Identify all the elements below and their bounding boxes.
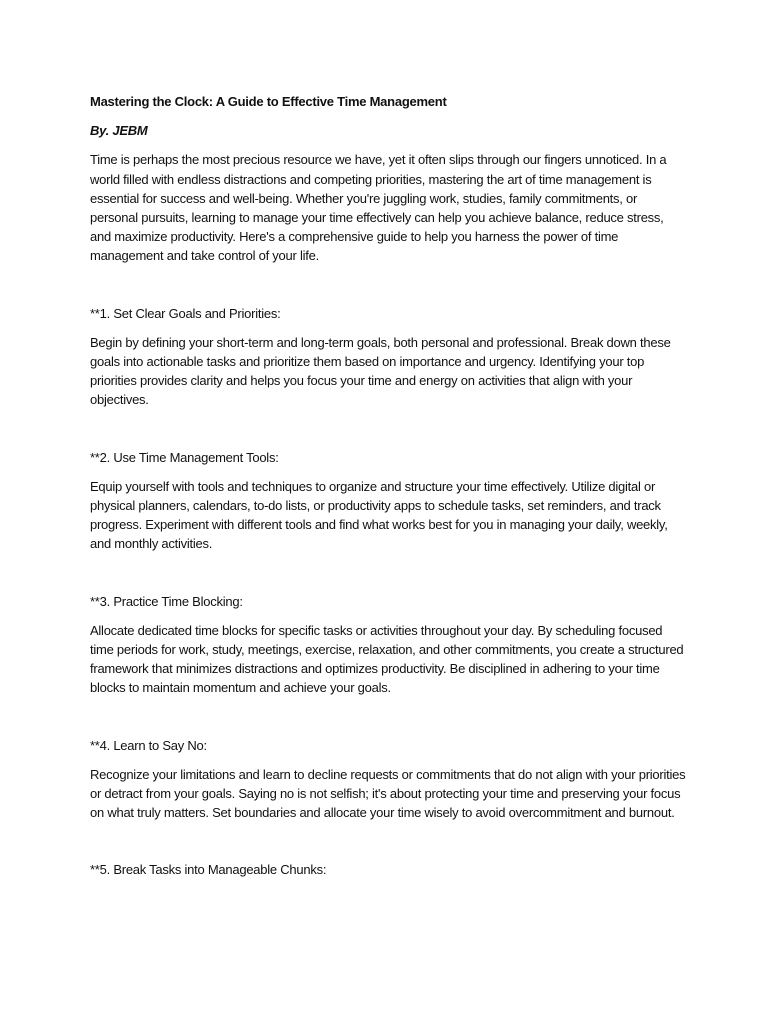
document-page xyxy=(90,92,686,890)
section-body: Equip yourself with tools and techniques to organize and structure your time effectively. Utilize digital or physical planners, calendars, to-do lists, or productivity apps to schedule tasks, set reminders, and track progress. Experiment with different tools and find what works best for you in managing your daily, weekly, and monthly activities. xyxy=(90,478,668,552)
section-set-clear-goals xyxy=(90,304,686,410)
section-body: Begin by defining your short-term and long-term goals, both personal and professional. Break down these goals into actionable tasks and prioritize them based on importance and urgency. Identifying your top priorities provides clarity and helps you focus your time and energy on activities that align with your objectives. xyxy=(90,334,671,408)
section-learn-to-say-no xyxy=(90,736,686,823)
section-body: Recognize your limitations and learn to decline requests or commitments that do not align with your priorities or detract from your goals. Saying no is not selfish; it's about protecting your time and preserving your focus on what truly matters. Set boundaries and allocate your time wisely to avoid overcommitment and burnout. xyxy=(90,766,686,821)
section-heading: **4. Learn to Say No: xyxy=(90,737,207,753)
document-title: Mastering the Clock: A Guide to Effective Time Management xyxy=(90,94,447,109)
section-heading: **5. Break Tasks into Manageable Chunks: xyxy=(90,862,327,878)
section-heading: **2. Use Time Management Tools: xyxy=(90,449,279,465)
section-body: Allocate dedicated time blocks for specific tasks or activities throughout your day. By scheduling focused time periods for work, study, meetings, exercise, relaxation, and other commitments, you create a structured framework that minimizes distractions and optimizes productivity. Be disciplined in adhering to your time blocks to maintain momentum and achieve your goals. xyxy=(90,622,684,696)
section-break-tasks xyxy=(90,860,686,879)
section-time-management-tools xyxy=(90,448,686,554)
document-byline: By. JEBM xyxy=(90,123,148,139)
section-time-blocking xyxy=(90,592,686,698)
intro-paragraph: Time is perhaps the most precious resource we have, yet it often slips through our fingers unnoticed. In a world filled with endless distractions and competing priorities, mastering the art of time management is essential for success and well-being. Whether you're juggling work, studies, family commitments, or personal pursuits, learning to manage your time effectively can help you achieve balance, reduce stress, and maximize productivity. Here's a comprehensive guide to help you harness the power of time management and take control of your life. xyxy=(90,152,667,264)
section-heading: **1. Set Clear Goals and Priorities: xyxy=(90,305,281,321)
section-heading: **3. Practice Time Blocking: xyxy=(90,593,243,609)
